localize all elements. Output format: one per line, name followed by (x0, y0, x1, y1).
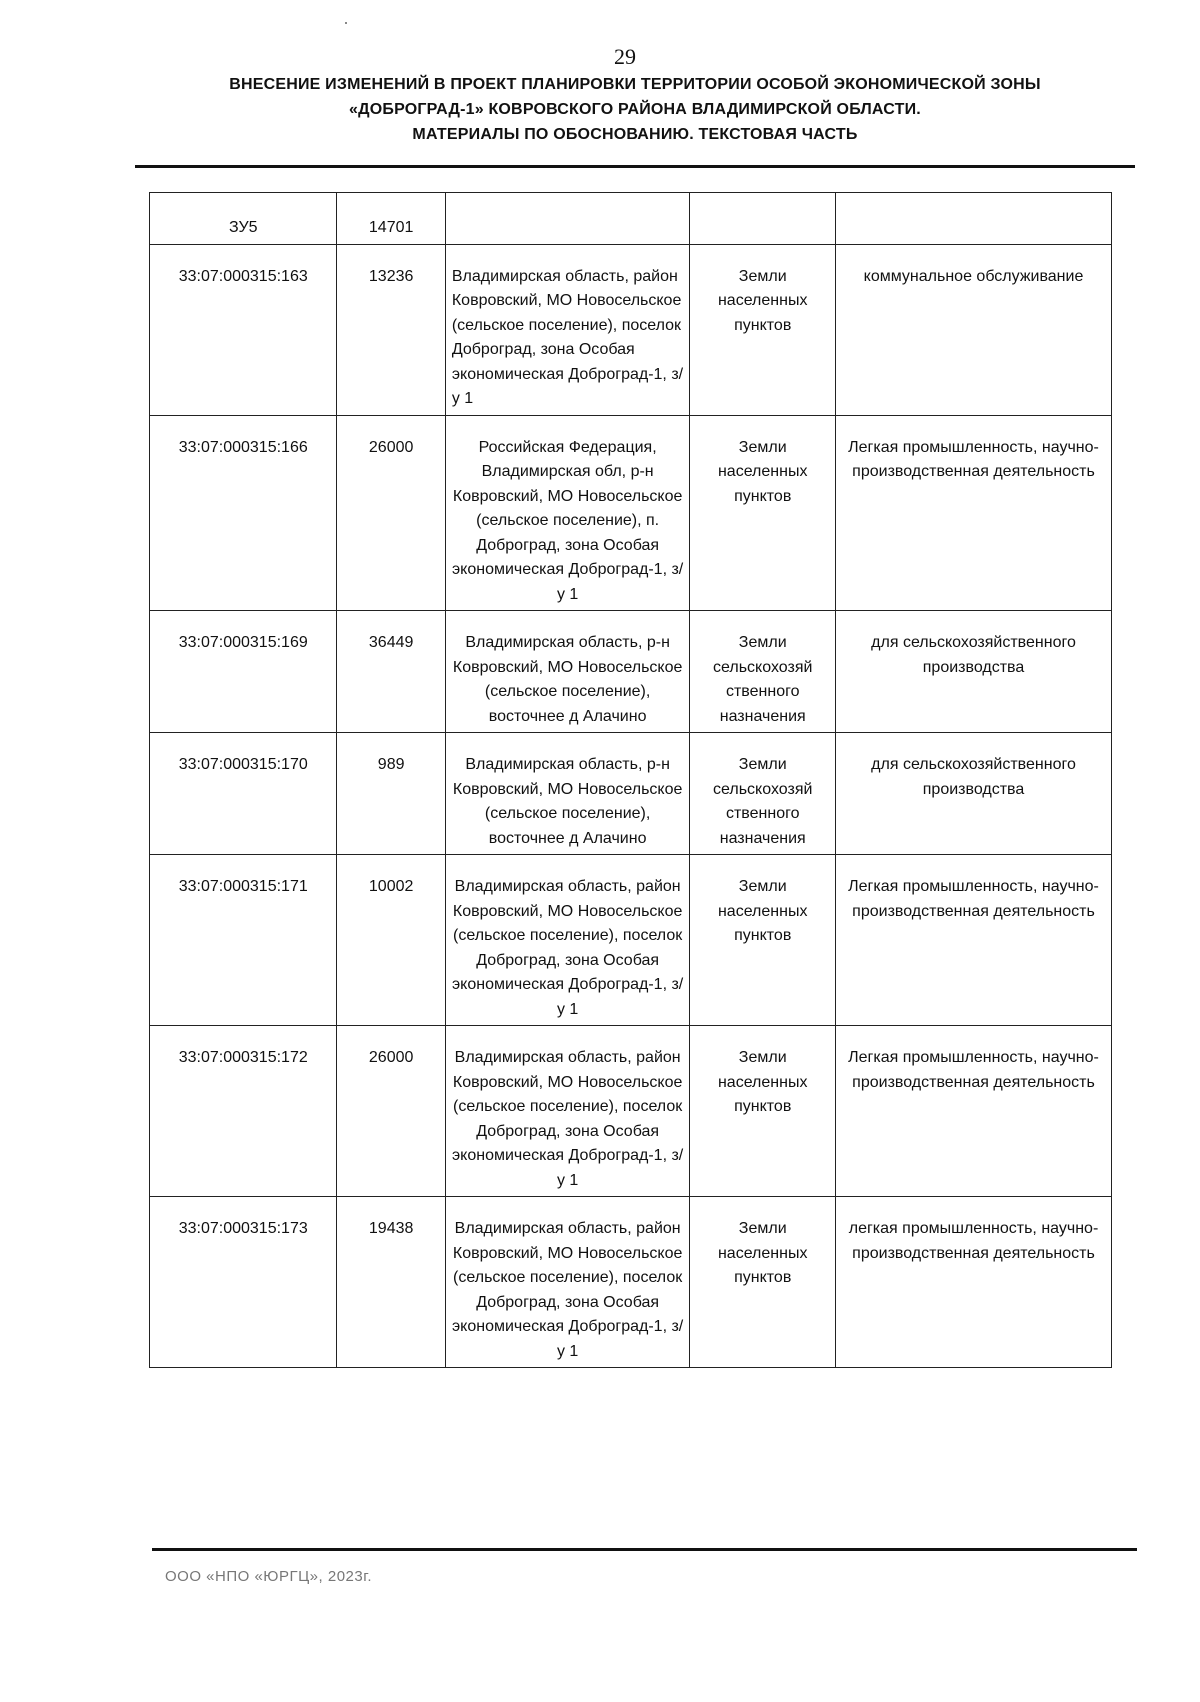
table-row (150, 244, 1112, 415)
land-plots-table (149, 192, 1112, 1368)
land-category-cell: Земли населенных пунктов (690, 244, 836, 415)
area-cell: 989 (337, 733, 445, 855)
permitted-use-cell: легкая промышленность, научно-производственная деятельность (836, 1197, 1112, 1368)
land-category-cell: Земли населенных пунктов (690, 855, 836, 1026)
land-category-cell: Земли сельскохозяй ственного назначения (690, 733, 836, 855)
permitted-use-cell: Легкая промышленность, научно-производственная деятельность (836, 1026, 1112, 1197)
document-header (135, 72, 1135, 147)
land-category-cell: Земли населенных пунктов (690, 1026, 836, 1197)
cadastral-number-cell: 33:07:000315:166 (150, 415, 337, 611)
address-cell: Владимирская область, р-н Ковровский, МО Новосельское (сельское поселение), восточнее д Алачино (445, 611, 690, 733)
cadastral-number-cell: 33:07:000315:171 (150, 855, 337, 1026)
table-row (150, 855, 1112, 1026)
table-row (150, 1197, 1112, 1368)
header-line-1: ВНЕСЕНИЕ ИЗМЕНЕНИЙ В ПРОЕКТ ПЛАНИРОВКИ ТЕРРИТОРИИ ОСОБОЙ ЭКОНОМИЧЕСКОЙ ЗОНЫ (229, 76, 1041, 93)
address-cell (445, 193, 690, 245)
area-cell: 19438 (337, 1197, 445, 1368)
area-cell: 26000 (337, 415, 445, 611)
area-cell: 36449 (337, 611, 445, 733)
table-row (150, 415, 1112, 611)
permitted-use-cell: коммунальное обслуживание (836, 244, 1112, 415)
permitted-use-cell: Легкая промышленность, научно-производственная деятельность (836, 415, 1112, 611)
land-category-cell (690, 193, 836, 245)
area-cell: 26000 (337, 1026, 445, 1197)
land-category-cell: Земли населенных пунктов (690, 1197, 836, 1368)
header-rule (135, 165, 1135, 168)
table-row (150, 1026, 1112, 1197)
table-row (150, 611, 1112, 733)
address-cell: Российская Федерация, Владимирская обл, р-н Ковровский, МО Новосельское (сельское поселение), п. Доброград, зона Особая экономическая Доброград-1, з/у 1 (445, 415, 690, 611)
land-category-cell: Земли сельскохозяй ственного назначения (690, 611, 836, 733)
address-cell: Владимирская область, район Ковровский, МО Новосельское (сельское поселение), поселок Доброград, зона Особая экономическая Доброград-1, з/у 1 (445, 1026, 690, 1197)
cadastral-number-cell: 33:07:000315:163 (150, 244, 337, 415)
table-row (150, 733, 1112, 855)
land-category-cell: Земли населенных пунктов (690, 415, 836, 611)
area-cell: 10002 (337, 855, 445, 1026)
footer-company: ООО «НПО «ЮРГЦ», 2023г. (165, 1568, 373, 1585)
cadastral-number-cell: 33:07:000315:172 (150, 1026, 337, 1197)
permitted-use-cell (836, 193, 1112, 245)
area-cell: 13236 (337, 244, 445, 415)
cadastral-number-cell: ЗУ5 (150, 193, 337, 245)
page-number: 29 (614, 44, 636, 69)
scan-speck (345, 22, 347, 24)
cadastral-number-cell: 33:07:000315:173 (150, 1197, 337, 1368)
permitted-use-cell: для сельскохозяйственного производства (836, 611, 1112, 733)
permitted-use-cell: Легкая промышленность, научно-производственная деятельность (836, 855, 1112, 1026)
address-cell: Владимирская область, р-н Ковровский, МО Новосельское (сельское поселение), восточнее д Алачино (445, 733, 690, 855)
area-cell: 14701 (337, 193, 445, 245)
address-cell: Владимирская область, район Ковровский, МО Новосельское (сельское поселение), поселок Доброград, зона Особая экономическая Доброград-1, з/у 1 (445, 244, 690, 415)
table-row (150, 193, 1112, 245)
address-cell: Владимирская область, район Ковровский, МО Новосельское (сельское поселение), поселок Доброград, зона Особая экономическая Доброград-1, з/у 1 (445, 1197, 690, 1368)
cadastral-number-cell: 33:07:000315:169 (150, 611, 337, 733)
permitted-use-cell: для сельскохозяйственного производства (836, 733, 1112, 855)
header-line-3: МАТЕРИАЛЫ ПО ОБОСНОВАНИЮ. ТЕКСТОВАЯ ЧАСТЬ (412, 126, 858, 143)
header-line-2: «ДОБРОГРАД-1» КОВРОВСКОГО РАЙОНА ВЛАДИМИРСКОЙ ОБЛАСТИ. (349, 101, 921, 118)
address-cell: Владимирская область, район Ковровский, МО Новосельское (сельское поселение), поселок Доброград, зона Особая экономическая Доброград-1, з/у 1 (445, 855, 690, 1026)
cadastral-number-cell: 33:07:000315:170 (150, 733, 337, 855)
footer-rule (152, 1548, 1137, 1551)
